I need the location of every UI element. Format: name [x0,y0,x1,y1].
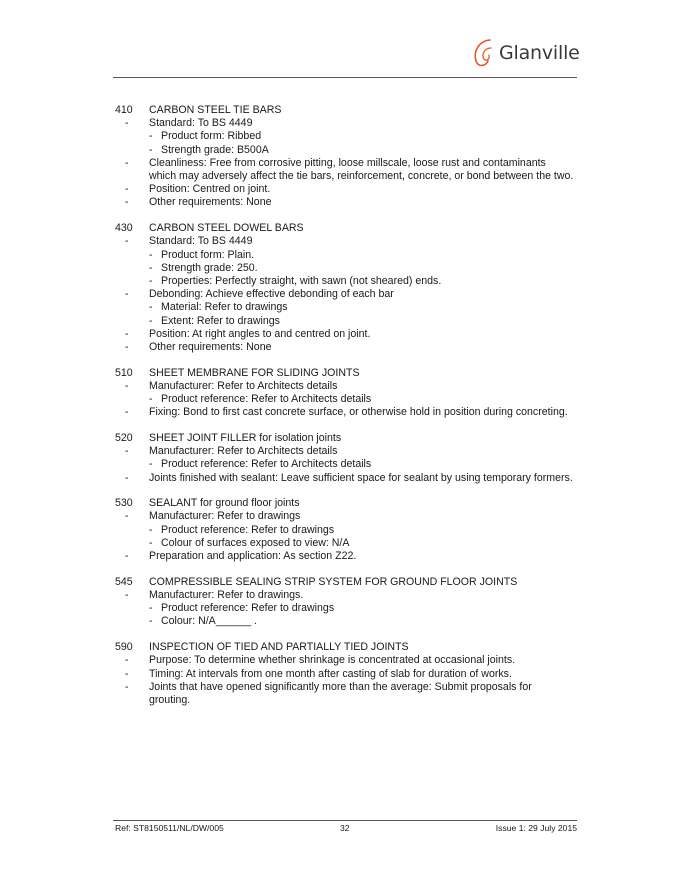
clause-sub-item-text: Product reference: Refer to drawings [161,523,335,536]
clause-sub-item-text: Colour of surfaces exposed to view: N/A [161,536,350,549]
clause-545 [115,576,575,629]
clause-590 [115,641,575,707]
document-reference: Ref: ST8150511/NL/DW/005 [115,823,224,833]
clause-item [125,589,575,602]
bullet-dash: - [149,130,153,143]
clause-item-text: Position: At right angles to and centred on joint. [149,327,371,340]
clause-item-text: Timing: At intervals from one month after casting of slab for duration of works. [149,667,512,680]
bullet-dash: - [149,393,153,406]
bullet-dash: - [125,156,129,169]
bullet-dash: - [125,550,129,563]
clause-sub-item [149,524,575,537]
bullet-dash: - [125,654,129,667]
clause-number: 410 [115,104,133,116]
clause-number: 520 [115,431,133,444]
clause-item-text: Manufacturer: Refer to Architects details [149,379,338,392]
bullet-dash: - [125,235,129,248]
header-divider [113,77,577,78]
clause-item [125,340,575,354]
clause-sub-item [149,602,575,615]
clause-item-text: Purpose: To determine whether shrinkage is concentrated at occasional joints. [149,654,516,667]
clause-sub-item [149,537,575,550]
bullet-dash: - [149,536,153,549]
clause-sub-item-text: Material: Refer to drawings [161,301,288,314]
clause-title: INSPECTION OF TIED AND PARTIALLY TIED JOINTS [149,641,409,654]
clause-item [125,406,575,419]
clause-item-text: Manufacturer: Refer to Architects details [149,445,338,458]
clause-sub-item-text: Product form: Ribbed [161,130,262,143]
clause-510 [115,367,575,420]
clause-item [125,445,575,458]
bullet-dash: - [149,458,153,471]
bullet-dash: - [149,143,153,156]
clause-sub-item [149,615,575,628]
bullet-dash: - [149,261,153,274]
clause-sub-item-text: Strength grade: 250. [161,261,258,274]
issue-date: Issue 1: 29 July 2015 [495,823,577,833]
clause-sub-item-text: Extent: Refer to drawings [161,314,280,327]
clause-430 [115,222,575,354]
bullet-dash: - [149,523,153,536]
clause-sub-item [149,301,575,314]
bullet-dash: - [125,510,129,523]
clause-410 [115,104,575,210]
company-logo [470,36,580,70]
clause-sub-item-text: Product reference: Refer to Architects details [161,393,372,406]
bullet-dash: - [125,379,129,392]
bullet-dash: - [125,589,129,601]
clause-sub-item [149,315,575,328]
clause-item [125,667,575,681]
bullet-dash: - [125,406,129,419]
clause-item [125,680,575,707]
clause-item [125,117,575,130]
clause-item-text: Manufacturer: Refer to drawings [149,510,301,523]
bullet-dash: - [125,471,129,484]
bullet-dash: - [125,183,129,196]
glanville-swirl-icon [470,37,496,69]
clause-sub-item [149,130,575,143]
clause-title: SEALANT for ground floor joints [149,497,300,510]
bullet-dash: - [125,288,129,301]
clause-sub-item [149,275,575,288]
bullet-dash: - [149,602,153,615]
bullet-dash: - [125,117,129,130]
clause-sub-item [149,393,575,406]
clause-sub-item-text: Product form: Plain. [161,248,255,261]
clause-item [125,471,575,485]
clause-item-text: Position: Centred on joint. [149,183,271,196]
clause-number: 510 [115,366,133,379]
footer-divider [113,820,577,821]
bullet-dash: - [125,667,129,680]
clause-sub-item-text: Colour: N/A______ . [161,615,257,628]
clause-item-text: Manufacturer: Refer to drawings. [149,589,304,601]
clause-sub-item [149,458,575,471]
clause-item [125,183,575,196]
clause-title: COMPRESSIBLE SEALING STRIP SYSTEM FOR GROUND FLOOR JOINTS [149,575,518,588]
clause-item-text: Joints finished with sealant: Leave sufficient space for sealant by using temporary formers. [149,471,573,484]
specification-body [115,104,575,720]
clause-item [125,654,575,667]
logo-text: Glanville [499,42,580,64]
clause-item [125,235,575,248]
page-number: 32 [340,823,350,833]
page-footer [115,823,577,837]
bullet-dash: - [125,445,129,458]
clause-item [125,288,575,301]
bullet-dash: - [125,327,129,340]
clause-item-text: Other requirements: None [149,340,272,353]
clause-item-text: Debonding: Achieve effective debonding of each bar [149,288,394,301]
bullet-dash: - [125,340,129,353]
bullet-dash: - [149,301,153,314]
clause-item [125,196,575,209]
clause-sub-item [149,262,575,275]
clause-item-text: Fixing: Bond to first cast concrete surface, or otherwise hold in position during concreting. [149,406,568,419]
clause-number: 530 [115,497,133,510]
clause-item [125,156,575,183]
clause-530 [115,497,575,563]
clause-sub-item-text: Product reference: Refer to drawings [161,602,335,615]
bullet-dash: - [149,248,153,261]
clause-sub-item-text: Strength grade: B500A [161,143,269,156]
clause-sub-item-text: Product reference: Refer to Architects details [161,458,372,471]
clause-item [125,327,575,341]
clause-sub-item [149,144,575,157]
clause-item-text: Joints that have opened significantly more than the average: Submit proposals for grouting. [149,680,532,706]
clause-sub-item [149,249,575,262]
clause-item-text: Standard: To BS 4449 [149,235,253,248]
bullet-dash: - [149,314,153,327]
clause-item [125,379,575,393]
clause-item [125,550,575,563]
clause-title: CARBON STEEL TIE BARS [149,104,282,116]
clause-item-text: Standard: To BS 4449 [149,117,253,130]
clause-item-text: Cleanliness: Free from corrosive pitting, loose millscale, loose rust and contaminants which may adversely affect the tie bars, reinforcement, concrete, or bond between the two. [149,156,574,183]
bullet-dash: - [149,274,153,287]
clause-item-text: Preparation and application: As section Z22. [149,550,357,563]
clause-title: SHEET MEMBRANE FOR SLIDING JOINTS [149,366,360,379]
clause-title: SHEET JOINT FILLER for isolation joints [149,431,342,444]
bullet-dash: - [125,680,129,693]
clause-number: 430 [115,222,133,235]
bullet-dash: - [149,615,153,628]
clause-sub-item-text: Properties: Perfectly straight, with sawn (not sheared) ends. [161,274,442,287]
clause-item-text: Other requirements: None [149,196,272,209]
clause-item [125,510,575,523]
clause-520 [115,432,575,485]
clause-number: 590 [115,641,133,654]
bullet-dash: - [125,196,129,209]
clause-title: CARBON STEEL DOWEL BARS [149,222,304,235]
clause-number: 545 [115,575,133,588]
